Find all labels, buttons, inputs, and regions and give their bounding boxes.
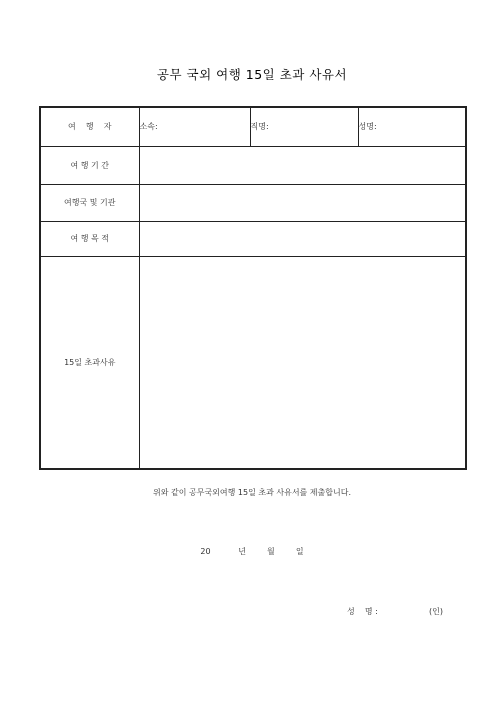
signature-seal: (인) xyxy=(428,607,443,616)
date-year-label: 년 xyxy=(238,547,246,556)
traveler-label xyxy=(40,107,139,146)
excess-reason-row xyxy=(40,256,466,469)
traveler-label-text: 여 행 자 xyxy=(67,122,112,132)
name-field[interactable] xyxy=(358,107,466,146)
destination-row xyxy=(40,184,466,221)
position-field[interactable] xyxy=(250,107,358,146)
affiliation-field[interactable] xyxy=(139,107,250,146)
travel-purpose-label: 여 행 목 적 xyxy=(40,221,139,256)
signature-line xyxy=(347,606,443,617)
signature-label: 성 명 : xyxy=(347,607,378,616)
date-day-label: 일 xyxy=(295,547,304,556)
excess-reason-field[interactable] xyxy=(139,256,466,469)
destination-field[interactable] xyxy=(139,184,466,221)
destination-label: 여행국 및 기관 xyxy=(40,184,139,221)
travel-purpose-row xyxy=(40,221,466,256)
travel-period-row xyxy=(40,146,466,184)
travel-period-label: 여 행 기 간 xyxy=(40,146,139,184)
date-year-prefix: 20 xyxy=(200,547,211,556)
travel-period-field[interactable] xyxy=(139,146,466,184)
date-line xyxy=(0,546,504,557)
affiliation-label: 소속: xyxy=(139,122,158,132)
document-title: 공무 국외 여행 15일 초과 사유서 xyxy=(156,67,348,82)
traveler-row xyxy=(40,107,466,146)
submission-statement: 위와 같이 공무국외여행 15일 초과 사유서를 제출합니다. xyxy=(153,488,351,497)
travel-purpose-field[interactable] xyxy=(139,221,466,256)
excess-reason-label: 15일 초과사유 xyxy=(40,256,139,469)
date-month-label: 월 xyxy=(267,547,275,556)
position-label: 직명: xyxy=(250,122,269,132)
name-label: 성명: xyxy=(358,122,377,132)
application-form-table xyxy=(39,106,467,470)
